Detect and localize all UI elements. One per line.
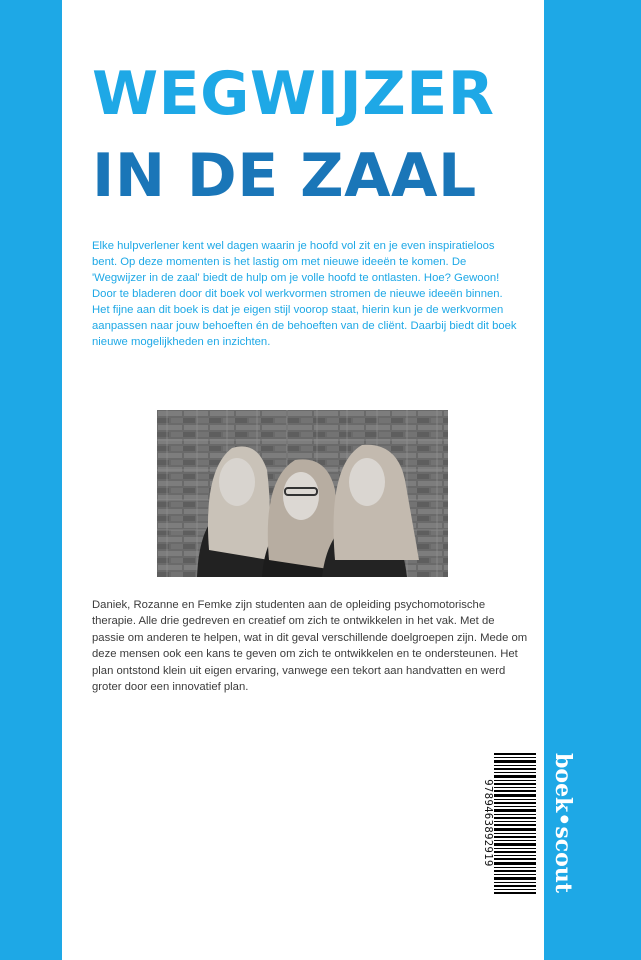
publisher-name: boek•scout: [550, 753, 576, 893]
authors-photo: [157, 410, 448, 577]
title-line-1: WEGWIJZER: [92, 59, 495, 129]
title-line-2: IN DE ZAAL: [92, 141, 477, 211]
authors-photo-illustration: [157, 410, 448, 577]
left-blue-stripe: [0, 0, 62, 960]
authors-bio: Daniek, Rozanne en Femke zijn studenten aan de opleiding psychomotorische therapie. Alle drie gedreven en creatief om zich te ontwikkelen in het vak. Met de passie om anderen te helpen, wat in dit geval verschillende doelgroepen zijn. Mede om deze mensen ook een kans te geven om zich te ontwikkelen en te ondersteunen. Het plan ontstond klein uit eigen ervaring, vanwege een tekort aan handvatten en werd groter door een innovatief plan.: [92, 599, 528, 694]
blurb-text: [92, 238, 522, 350]
blurb-paragraph: Elke hulpverlener kent wel dagen waarin je hoofd vol zit en je even inspiratieloos bent. Op deze momenten is het lastig om met nieuwe ideeën te komen. De 'Wegwijzer in de zaal' biedt de hulp om je volle hoofd te ontlasten. Hoe? Gewoon! Door te bladeren door dit boek vol werkvormen stromen de nieuwe ideeën binnen.: [92, 240, 503, 300]
isbn-text: 9789463892919: [482, 779, 494, 867]
blurb-paragraph: Het fijne aan dit boek is dat je eigen stijl voorop staat, hierin kun je de werkvormen aanpassen naar jouw behoeften én de behoeften van de cliënt. Daarbij biedt dit boek nieuwe mogelijkheden en inzichten.: [92, 304, 517, 348]
